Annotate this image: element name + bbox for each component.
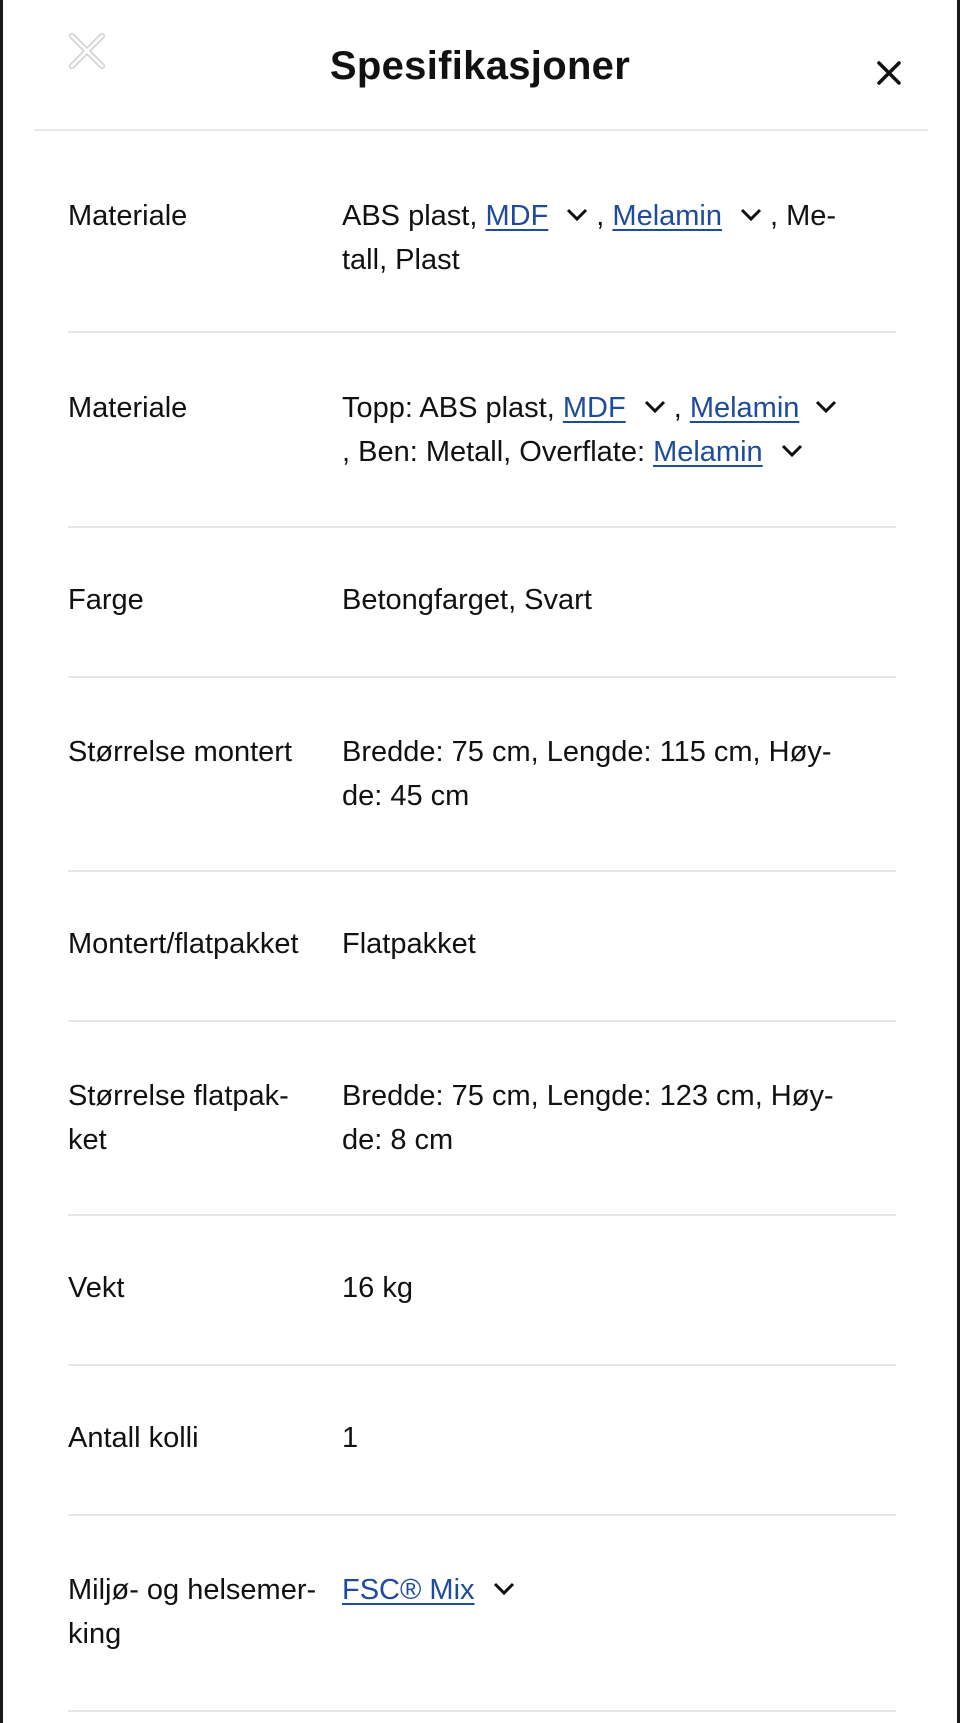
spec-label-text: king bbox=[68, 1618, 122, 1650]
spec-label: Farge bbox=[68, 584, 144, 616]
chevron-down-icon[interactable] bbox=[566, 208, 588, 222]
spec-text: Bredde: 75 cm, Lengde: 115 cm, Høy- bbox=[342, 736, 832, 768]
chevron-down-icon[interactable] bbox=[781, 444, 803, 458]
spec-value bbox=[342, 1074, 882, 1162]
material-link-mdf[interactable]: MDF bbox=[485, 200, 549, 232]
spec-text: Bredde: 75 cm, Lengde: 123 cm, Høy- bbox=[342, 1080, 834, 1112]
spec-value bbox=[342, 194, 882, 282]
spec-value bbox=[342, 386, 882, 474]
spec-label bbox=[68, 1074, 289, 1162]
spec-row-materiale-detail bbox=[0, 334, 960, 528]
chevron-down-icon[interactable] bbox=[815, 400, 837, 414]
spec-text: Topp: ABS plast, bbox=[342, 392, 563, 424]
spec-value: Flatpakket bbox=[342, 928, 476, 960]
spec-text: , bbox=[673, 392, 690, 424]
spec-value bbox=[342, 1568, 882, 1612]
spec-row-vekt bbox=[0, 1216, 960, 1366]
spec-label: Vekt bbox=[68, 1272, 125, 1304]
spec-label: Antall kolli bbox=[68, 1422, 199, 1454]
spec-value: 16 kg bbox=[342, 1272, 413, 1304]
spec-text: , Me- bbox=[770, 200, 837, 232]
spec-label: Materiale bbox=[68, 392, 188, 424]
row-divider bbox=[68, 1710, 896, 1712]
spec-label-text: Størrelse flatpak- bbox=[68, 1080, 289, 1112]
modal-header bbox=[0, 0, 960, 132]
row-divider bbox=[68, 331, 896, 333]
header-divider bbox=[34, 129, 928, 131]
spec-value: Betongfarget, Svart bbox=[342, 584, 592, 616]
material-link-melamin[interactable]: Melamin bbox=[612, 200, 723, 232]
chevron-down-icon[interactable] bbox=[740, 208, 762, 222]
spec-row-miljo-merking bbox=[0, 1516, 960, 1716]
spec-text: , Ben: Metall, Overflate: bbox=[342, 436, 654, 468]
chevron-down-icon[interactable] bbox=[644, 400, 666, 414]
spec-text: ABS plast, bbox=[342, 200, 486, 232]
spec-text: tall, Plast bbox=[342, 244, 460, 276]
spec-value bbox=[342, 730, 882, 818]
spec-text: , bbox=[596, 200, 613, 232]
spec-row-materiale bbox=[0, 132, 960, 334]
spec-label-text: Miljø- og helsemer- bbox=[68, 1574, 317, 1606]
spec-row-antall-kolli bbox=[0, 1366, 960, 1516]
spec-label: Størrelse montert bbox=[68, 736, 292, 768]
page-title: Spesifikasjoner bbox=[329, 44, 631, 88]
spec-label: Materiale bbox=[68, 200, 188, 232]
spec-row-storrelse-montert bbox=[0, 678, 960, 872]
spec-row-montert-flatpakket bbox=[0, 872, 960, 1022]
spec-label-text: ket bbox=[68, 1124, 107, 1156]
spec-text: de: 8 cm bbox=[342, 1124, 454, 1156]
spec-row-farge bbox=[0, 528, 960, 678]
spec-row-storrelse-flatpakket bbox=[0, 1022, 960, 1216]
material-link-mdf[interactable]: MDF bbox=[562, 392, 626, 424]
close-icon[interactable] bbox=[874, 58, 904, 88]
spec-label bbox=[68, 1568, 316, 1656]
certification-link-fsc[interactable]: FSC® Mix bbox=[342, 1574, 475, 1606]
chevron-down-icon[interactable] bbox=[493, 1582, 515, 1596]
spec-value: 1 bbox=[342, 1422, 359, 1454]
material-link-melamin[interactable]: Melamin bbox=[689, 392, 800, 424]
finish-link-melamin[interactable]: Melamin bbox=[653, 436, 763, 468]
spec-label: Montert/flatpakket bbox=[68, 928, 299, 960]
spec-text: de: 45 cm bbox=[342, 780, 470, 812]
